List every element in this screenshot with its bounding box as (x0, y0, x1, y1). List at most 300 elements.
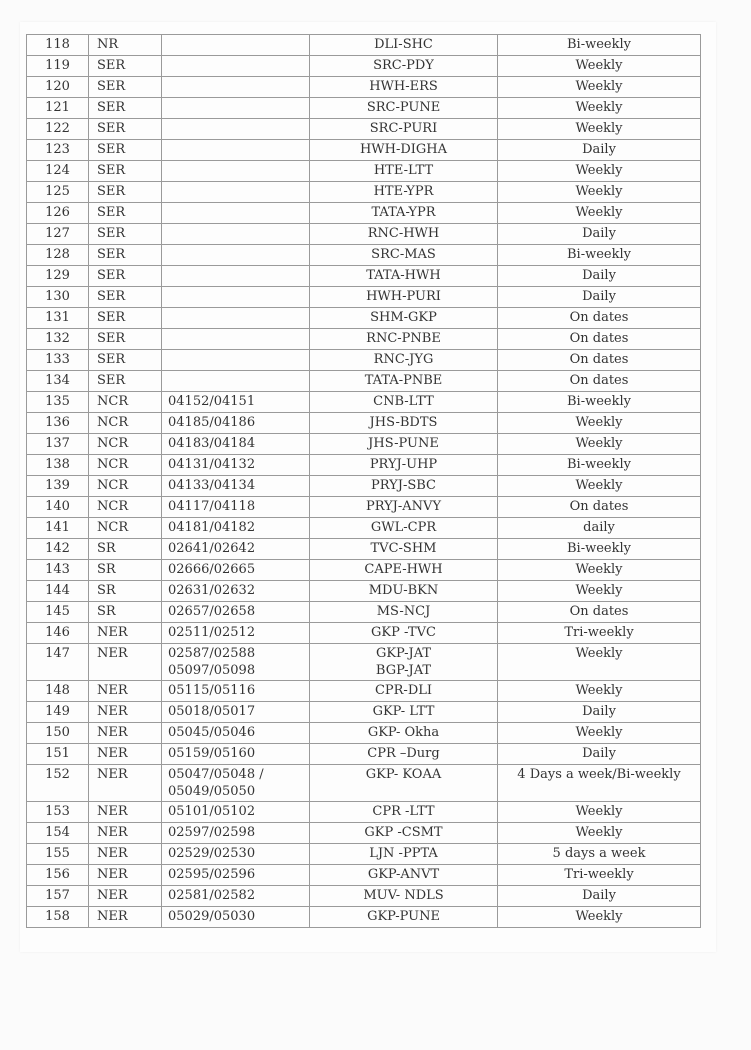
route-cell (310, 886, 498, 907)
table-row (27, 844, 701, 865)
railway-zone-cell-text: SER (97, 352, 126, 367)
train-number-cell (162, 77, 310, 98)
frequency-cell-text: Weekly (575, 804, 623, 819)
route-cell (310, 644, 498, 681)
route-cell-text-line2: BGP-JAT (375, 663, 432, 678)
table-row (27, 392, 701, 413)
table-row (27, 413, 701, 434)
frequency-cell (498, 744, 701, 765)
serial-number-cell (27, 329, 89, 350)
railway-zone-cell-text: NCR (97, 478, 129, 493)
frequency-cell (498, 350, 701, 371)
route-cell-text: SRC-MAS (371, 247, 436, 262)
serial-number-cell (27, 413, 89, 434)
route-cell (310, 266, 498, 287)
route-cell-text: MDU-BKN (368, 583, 439, 598)
route-cell-text: PRYJ-UHP (369, 457, 438, 472)
serial-number-cell-text: 136 (45, 415, 70, 430)
train-number-cell (162, 224, 310, 245)
frequency-cell (498, 907, 701, 928)
train-number-cell (162, 744, 310, 765)
serial-number-cell-text: 133 (45, 352, 70, 367)
table-row (27, 287, 701, 308)
serial-number-cell-text: 121 (45, 100, 70, 115)
route-cell-text: GKP-PUNE (367, 909, 440, 924)
table-row (27, 329, 701, 350)
frequency-cell-text: Weekly (575, 825, 623, 840)
route-cell (310, 182, 498, 203)
train-number-cell-text: 02641/02642 (168, 541, 256, 556)
route-cell-text: SHM-GKP (370, 310, 437, 325)
route-cell-text: GKP- LTT (372, 704, 435, 719)
serial-number-cell-text: 123 (45, 142, 70, 157)
frequency-cell (498, 56, 701, 77)
serial-number-cell-text: 129 (45, 268, 70, 283)
serial-number-cell-text: 122 (45, 121, 70, 136)
train-number-cell (162, 413, 310, 434)
serial-number-cell (27, 182, 89, 203)
table-row (27, 623, 701, 644)
train-number-cell (162, 823, 310, 844)
railway-zone-cell (89, 245, 162, 266)
serial-number-cell-text: 148 (45, 683, 70, 698)
train-number-cell-text: 05029/05030 (168, 909, 256, 924)
train-number-cell (162, 765, 310, 802)
railway-zone-cell-text: NCR (97, 457, 129, 472)
route-cell (310, 623, 498, 644)
table-row (27, 371, 701, 392)
table-row (27, 140, 701, 161)
train-number-cell (162, 844, 310, 865)
frequency-cell-text: Weekly (575, 583, 623, 598)
frequency-cell-text: 5 days a week (552, 846, 646, 861)
train-number-cell (162, 350, 310, 371)
serial-number-cell-text: 119 (45, 58, 70, 73)
train-number-cell-text: 02631/02632 (168, 583, 256, 598)
train-number-cell (162, 865, 310, 886)
serial-number-cell (27, 245, 89, 266)
train-number-cell-text: 05115/05116 (168, 683, 256, 698)
train-number-cell-text: 02511/02512 (168, 625, 256, 640)
railway-zone-cell (89, 350, 162, 371)
route-cell-text: SRC-PURI (369, 121, 438, 136)
frequency-cell-text: Daily (582, 746, 616, 761)
train-number-cell-text: 02657/02658 (168, 604, 256, 619)
table-row (27, 350, 701, 371)
serial-number-cell (27, 602, 89, 623)
route-cell-text: GKP- Okha (367, 725, 440, 740)
route-cell (310, 119, 498, 140)
route-cell-text: HTE-LTT (373, 163, 434, 178)
railway-zone-cell-text: SER (97, 289, 126, 304)
railway-zone-cell-text: NR (97, 37, 119, 52)
serial-number-cell-text: 138 (45, 457, 70, 472)
train-number-cell (162, 802, 310, 823)
serial-number-cell-text: 143 (45, 562, 70, 577)
train-number-cell (162, 119, 310, 140)
route-cell (310, 497, 498, 518)
frequency-cell-text: Bi-weekly (567, 394, 631, 409)
route-cell-text: GKP-JAT (375, 646, 432, 661)
frequency-cell-text: Weekly (575, 478, 623, 493)
frequency-cell (498, 765, 701, 802)
serial-number-cell-text: 128 (45, 247, 70, 262)
route-cell (310, 371, 498, 392)
route-cell (310, 56, 498, 77)
railway-zone-cell-text: SER (97, 205, 126, 220)
frequency-cell (498, 886, 701, 907)
frequency-cell-text: Weekly (575, 646, 623, 661)
route-cell-text: RNC-HWH (367, 226, 440, 241)
railway-zone-cell (89, 723, 162, 744)
railway-zone-cell (89, 329, 162, 350)
train-number-cell-text: 04181/04182 (168, 520, 256, 535)
frequency-cell (498, 308, 701, 329)
route-cell-text: HTE-YPR (373, 184, 434, 199)
frequency-cell-text: Weekly (575, 184, 623, 199)
railway-zone-cell-text: NCR (97, 415, 129, 430)
railway-zone-cell (89, 644, 162, 681)
train-number-cell-text: 02581/02582 (168, 888, 256, 903)
railway-zone-cell (89, 865, 162, 886)
route-cell (310, 140, 498, 161)
train-number-cell (162, 623, 310, 644)
serial-number-cell (27, 823, 89, 844)
serial-number-cell (27, 56, 89, 77)
table-row (27, 119, 701, 140)
serial-number-cell-text: 158 (45, 909, 70, 924)
table-row (27, 434, 701, 455)
railway-zone-cell-text: NER (97, 846, 128, 861)
table-row (27, 182, 701, 203)
table-row (27, 518, 701, 539)
railway-zone-cell (89, 581, 162, 602)
serial-number-cell-text: 155 (45, 846, 70, 861)
frequency-cell-text: Weekly (575, 163, 623, 178)
serial-number-cell (27, 308, 89, 329)
railway-zone-cell-text: SR (97, 541, 116, 556)
railway-zone-cell-text: SER (97, 268, 126, 283)
frequency-cell (498, 77, 701, 98)
route-cell (310, 161, 498, 182)
table-row (27, 224, 701, 245)
serial-number-cell-text: 154 (45, 825, 70, 840)
frequency-cell-text: Weekly (575, 909, 623, 924)
train-number-cell (162, 518, 310, 539)
railway-zone-cell-text: NCR (97, 499, 129, 514)
route-cell (310, 77, 498, 98)
railway-zone-cell (89, 434, 162, 455)
route-cell (310, 602, 498, 623)
route-cell (310, 98, 498, 119)
train-number-cell-text: 05047/05048 / (168, 767, 264, 782)
route-cell-text: RNC-PNBE (366, 331, 441, 346)
train-number-cell-text: 04185/04186 (168, 415, 256, 430)
frequency-cell (498, 224, 701, 245)
serial-number-cell (27, 497, 89, 518)
serial-number-cell (27, 844, 89, 865)
frequency-cell (498, 476, 701, 497)
frequency-cell-text: Bi-weekly (567, 37, 631, 52)
railway-zone-cell-text: SER (97, 100, 126, 115)
train-number-cell (162, 434, 310, 455)
table-row (27, 77, 701, 98)
frequency-cell-text: Weekly (575, 725, 623, 740)
railway-zone-cell (89, 392, 162, 413)
serial-number-cell-text: 126 (45, 205, 70, 220)
railway-zone-cell (89, 56, 162, 77)
route-cell-text: HWH-PURI (366, 289, 441, 304)
train-number-cell (162, 539, 310, 560)
route-cell-text: DLI-SHC (374, 37, 433, 52)
railway-zone-cell (89, 907, 162, 928)
train-number-cell-text: 02595/02596 (168, 867, 256, 882)
route-cell (310, 434, 498, 455)
serial-number-cell (27, 98, 89, 119)
route-cell-text: RNC-JYG (373, 352, 434, 367)
railway-zone-cell (89, 497, 162, 518)
train-number-cell-text: 02666/02665 (168, 562, 256, 577)
train-number-cell (162, 886, 310, 907)
route-cell (310, 681, 498, 702)
train-number-cell-text: 02529/02530 (168, 846, 256, 861)
serial-number-cell (27, 476, 89, 497)
route-cell-text: PRYJ-ANVY (365, 499, 442, 514)
railway-zone-cell-text: SER (97, 58, 126, 73)
route-cell-text: JHS-PUNE (368, 436, 439, 451)
serial-number-cell-text: 147 (45, 646, 70, 661)
frequency-cell-text: On dates (569, 310, 629, 325)
serial-number-cell-text: 144 (45, 583, 70, 598)
table-row (27, 865, 701, 886)
frequency-cell (498, 865, 701, 886)
railway-zone-cell (89, 140, 162, 161)
train-number-cell-text: 05101/05102 (168, 804, 256, 819)
railway-zone-cell-text: NCR (97, 520, 129, 535)
serial-number-cell (27, 702, 89, 723)
frequency-cell (498, 823, 701, 844)
serial-number-cell (27, 907, 89, 928)
route-cell-text: TATA-HWH (366, 268, 441, 283)
frequency-cell-text: On dates (569, 331, 629, 346)
frequency-cell (498, 623, 701, 644)
frequency-cell (498, 245, 701, 266)
table-row (27, 907, 701, 928)
table-row (27, 723, 701, 744)
frequency-cell-text: On dates (569, 499, 629, 514)
frequency-cell (498, 497, 701, 518)
serial-number-cell (27, 802, 89, 823)
railway-zone-cell (89, 308, 162, 329)
railway-zone-cell (89, 602, 162, 623)
serial-number-cell (27, 518, 89, 539)
route-cell-text: SRC-PUNE (366, 100, 441, 115)
railway-zone-cell (89, 476, 162, 497)
frequency-cell (498, 560, 701, 581)
railway-zone-cell (89, 823, 162, 844)
route-cell-text: TVC-SHM (370, 541, 437, 556)
frequency-cell-text: On dates (569, 604, 629, 619)
route-cell (310, 723, 498, 744)
serial-number-cell-text: 132 (45, 331, 70, 346)
train-number-cell-text: 05045/05046 (168, 725, 256, 740)
serial-number-cell (27, 886, 89, 907)
railway-zone-cell-text: NER (97, 888, 128, 903)
route-cell-text: HWH-DIGHA (359, 142, 448, 157)
frequency-cell (498, 581, 701, 602)
train-number-cell (162, 56, 310, 77)
serial-number-cell (27, 434, 89, 455)
railway-zone-cell (89, 203, 162, 224)
table-row (27, 266, 701, 287)
table-row (27, 203, 701, 224)
table-row (27, 802, 701, 823)
railway-zone-cell (89, 681, 162, 702)
frequency-cell (498, 203, 701, 224)
frequency-cell-text: 4 Days a week/Bi-weekly (517, 767, 681, 782)
train-number-cell (162, 455, 310, 476)
railway-zone-cell-text: SER (97, 142, 126, 157)
table-row (27, 161, 701, 182)
route-cell (310, 560, 498, 581)
route-cell (310, 539, 498, 560)
route-cell (310, 518, 498, 539)
route-cell-text: GKP- KOAA (365, 767, 442, 782)
route-cell (310, 865, 498, 886)
serial-number-cell-text: 137 (45, 436, 70, 451)
railway-zone-cell (89, 844, 162, 865)
route-cell-text: CAPE-HWH (364, 562, 443, 577)
railway-zone-cell-text: SER (97, 79, 126, 94)
railway-zone-cell (89, 518, 162, 539)
serial-number-cell (27, 744, 89, 765)
frequency-cell (498, 140, 701, 161)
train-number-cell (162, 266, 310, 287)
railway-zone-cell-text: NCR (97, 436, 129, 451)
route-cell-text: SRC-PDY (373, 58, 434, 73)
serial-number-cell (27, 224, 89, 245)
railway-zone-cell-text: SER (97, 163, 126, 178)
table-row (27, 644, 701, 681)
train-number-cell-text: 04152/04151 (168, 394, 256, 409)
table-row (27, 98, 701, 119)
frequency-cell (498, 518, 701, 539)
railway-zone-cell-text: SR (97, 562, 116, 577)
table-row (27, 35, 701, 56)
serial-number-cell-text: 145 (45, 604, 70, 619)
train-number-cell-text: 02587/02588 (168, 646, 256, 661)
serial-number-cell (27, 371, 89, 392)
route-cell-text: TATA-YPR (371, 205, 436, 220)
train-number-cell-text: 04183/04184 (168, 436, 256, 451)
frequency-cell-text: Daily (582, 226, 616, 241)
serial-number-cell-text: 130 (45, 289, 70, 304)
railway-zone-cell (89, 765, 162, 802)
serial-number-cell (27, 77, 89, 98)
railway-zone-cell-text: SER (97, 331, 126, 346)
route-cell (310, 35, 498, 56)
route-cell-text: CPR -LTT (372, 804, 435, 819)
railway-zone-cell (89, 266, 162, 287)
frequency-cell-text: Tri-weekly (564, 625, 634, 640)
route-cell (310, 329, 498, 350)
railway-zone-cell-text: NER (97, 909, 128, 924)
railway-zone-cell-text: NER (97, 867, 128, 882)
frequency-cell-text: Bi-weekly (567, 457, 631, 472)
railway-zone-cell (89, 161, 162, 182)
frequency-cell (498, 802, 701, 823)
train-number-cell (162, 560, 310, 581)
table-row (27, 455, 701, 476)
serial-number-cell-text: 125 (45, 184, 70, 199)
route-cell-text: PRYJ-SBC (371, 478, 436, 493)
serial-number-cell-text: 152 (45, 767, 70, 782)
railway-zone-cell-text: NER (97, 804, 128, 819)
table-row (27, 497, 701, 518)
route-cell-text: CPR –Durg (367, 746, 440, 761)
frequency-cell-text: Bi-weekly (567, 541, 631, 556)
serial-number-cell (27, 723, 89, 744)
railway-zone-cell-text: NER (97, 767, 128, 782)
serial-number-cell (27, 392, 89, 413)
train-number-cell-text: 04117/04118 (168, 499, 256, 514)
train-number-cell-text: 05159/05160 (168, 746, 256, 761)
serial-number-cell (27, 287, 89, 308)
railway-zone-cell-text: NER (97, 683, 128, 698)
serial-number-cell (27, 455, 89, 476)
serial-number-cell-text: 131 (45, 310, 70, 325)
table-row (27, 744, 701, 765)
route-cell (310, 765, 498, 802)
frequency-cell-text: On dates (569, 352, 629, 367)
frequency-cell (498, 35, 701, 56)
route-cell (310, 907, 498, 928)
serial-number-cell-text: 141 (45, 520, 70, 535)
train-number-cell (162, 98, 310, 119)
serial-number-cell (27, 119, 89, 140)
railway-zone-cell-text: NER (97, 825, 128, 840)
route-cell-text: MS-NCJ (376, 604, 431, 619)
railway-zone-cell-text: NER (97, 704, 128, 719)
railway-zone-cell-text: NER (97, 746, 128, 761)
train-number-cell (162, 140, 310, 161)
table-row (27, 602, 701, 623)
table-row (27, 539, 701, 560)
serial-number-cell-text: 127 (45, 226, 70, 241)
route-cell (310, 413, 498, 434)
railway-zone-cell-text: NER (97, 625, 128, 640)
route-cell (310, 702, 498, 723)
train-number-cell-text: 04133/04134 (168, 478, 256, 493)
route-cell (310, 224, 498, 245)
route-cell (310, 350, 498, 371)
railway-zone-cell (89, 77, 162, 98)
table-row (27, 56, 701, 77)
serial-number-cell-text: 156 (45, 867, 70, 882)
serial-number-cell (27, 161, 89, 182)
serial-number-cell (27, 865, 89, 886)
frequency-cell-text: Weekly (575, 683, 623, 698)
railway-zone-cell (89, 539, 162, 560)
frequency-cell (498, 98, 701, 119)
frequency-cell (498, 434, 701, 455)
frequency-cell-text: Tri-weekly (564, 867, 634, 882)
railway-zone-cell (89, 35, 162, 56)
table-row (27, 681, 701, 702)
serial-number-cell (27, 203, 89, 224)
railway-zone-cell (89, 119, 162, 140)
serial-number-cell (27, 623, 89, 644)
